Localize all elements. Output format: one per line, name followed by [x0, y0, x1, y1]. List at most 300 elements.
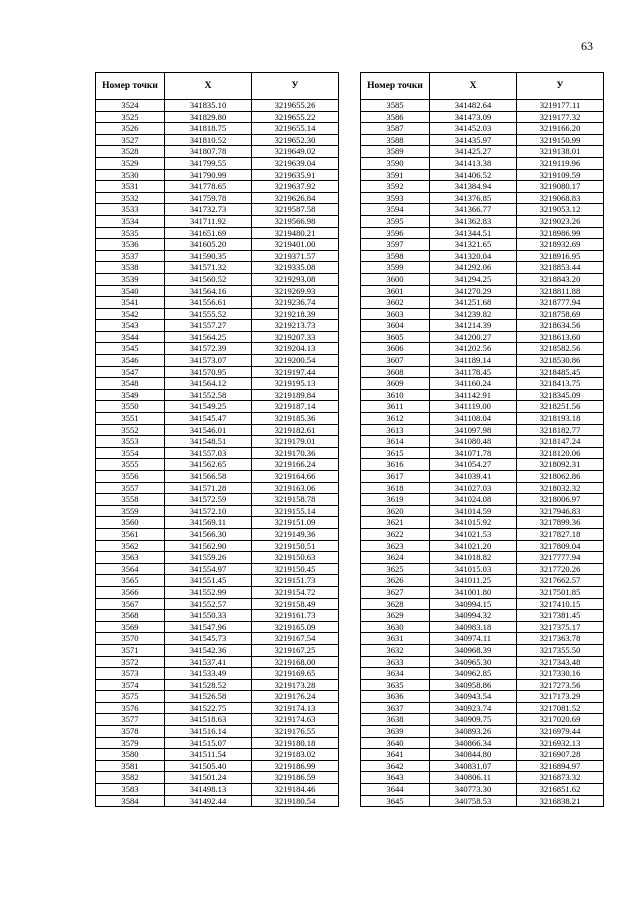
point-number-cell: 3584 [96, 795, 165, 807]
y-coordinate-cell: 3219119.96 [517, 157, 604, 169]
y-coordinate-cell: 3219173.28 [252, 679, 339, 691]
x-coordinate-cell: 341547.96 [165, 621, 252, 633]
y-coordinate-cell: 3218062.86 [517, 471, 604, 483]
table-row [361, 262, 604, 274]
y-coordinate-cell: 3217355.50 [517, 644, 604, 656]
y-coordinate-cell: 3218251.56 [517, 401, 604, 413]
table-row [96, 146, 339, 158]
y-coordinate-cell: 3218147.24 [517, 436, 604, 448]
x-coordinate-cell: 341557.27 [165, 320, 252, 332]
point-number-cell: 3602 [361, 297, 430, 309]
table-row [96, 552, 339, 564]
table-row [96, 215, 339, 227]
table-row [96, 610, 339, 622]
y-coordinate-cell: 3219182.61 [252, 424, 339, 436]
table-row [361, 157, 604, 169]
point-number-cell: 3606 [361, 343, 430, 355]
point-number-cell: 3536 [96, 239, 165, 251]
table-row [96, 227, 339, 239]
coordinates-table-left [95, 72, 339, 807]
y-coordinate-cell: 3219177.11 [517, 100, 604, 112]
point-number-cell: 3544 [96, 331, 165, 343]
table-row [361, 378, 604, 390]
table-row [361, 563, 604, 575]
x-coordinate-cell: 341572.39 [165, 343, 252, 355]
y-coordinate-cell: 3219165.09 [252, 621, 339, 633]
x-coordinate-cell: 341200.27 [430, 331, 517, 343]
y-coordinate-cell: 3219626.84 [252, 192, 339, 204]
table-row [96, 702, 339, 714]
table-row [96, 134, 339, 146]
x-coordinate-cell: 341511.54 [165, 749, 252, 761]
x-coordinate-cell: 341572.10 [165, 505, 252, 517]
x-coordinate-cell: 341564.25 [165, 331, 252, 343]
table-row [361, 760, 604, 772]
table-row [361, 633, 604, 645]
header-x: Х [430, 73, 517, 100]
point-number-cell: 3593 [361, 192, 430, 204]
y-coordinate-cell: 3217809.04 [517, 540, 604, 552]
point-number-cell: 3524 [96, 100, 165, 112]
table-row [361, 795, 604, 807]
x-coordinate-cell: 341522.75 [165, 702, 252, 714]
table-row [361, 146, 604, 158]
point-number-cell: 3619 [361, 494, 430, 506]
x-coordinate-cell: 341778.65 [165, 181, 252, 193]
point-number-cell: 3644 [361, 784, 430, 796]
point-number-cell: 3561 [96, 528, 165, 540]
table-row [361, 169, 604, 181]
point-number-cell: 3615 [361, 447, 430, 459]
point-number-cell: 3600 [361, 273, 430, 285]
y-coordinate-cell: 3219218.39 [252, 308, 339, 320]
x-coordinate-cell: 341557.03 [165, 447, 252, 459]
x-coordinate-cell: 341515.07 [165, 737, 252, 749]
table-row [96, 285, 339, 297]
table-row [96, 621, 339, 633]
table-row [361, 668, 604, 680]
x-coordinate-cell: 341202.56 [430, 343, 517, 355]
x-coordinate-cell: 341651.69 [165, 227, 252, 239]
table-row [361, 366, 604, 378]
table-row [361, 123, 604, 135]
x-coordinate-cell: 341054.27 [430, 459, 517, 471]
table-row [361, 343, 604, 355]
table-row [96, 413, 339, 425]
table-row [361, 227, 604, 239]
y-coordinate-cell: 3218413.75 [517, 378, 604, 390]
table-row [96, 795, 339, 807]
y-coordinate-cell: 3218120.06 [517, 447, 604, 459]
x-coordinate-cell: 341566.58 [165, 471, 252, 483]
y-coordinate-cell: 3219023.26 [517, 215, 604, 227]
table-row [361, 772, 604, 784]
table-row [361, 621, 604, 633]
y-coordinate-cell: 3219177.32 [517, 111, 604, 123]
y-coordinate-cell: 3217777.94 [517, 552, 604, 564]
point-number-cell: 3555 [96, 459, 165, 471]
table-row [96, 668, 339, 680]
x-coordinate-cell: 341566.30 [165, 528, 252, 540]
y-coordinate-cell: 3218485.45 [517, 366, 604, 378]
y-coordinate-cell: 3219053.12 [517, 204, 604, 216]
table-row [361, 331, 604, 343]
x-coordinate-cell: 341189.14 [430, 355, 517, 367]
point-number-cell: 3634 [361, 668, 430, 680]
point-number-cell: 3641 [361, 749, 430, 761]
table-row [96, 679, 339, 691]
point-number-cell: 3620 [361, 505, 430, 517]
x-coordinate-cell: 340844.80 [430, 749, 517, 761]
y-coordinate-cell: 3218530.86 [517, 355, 604, 367]
x-coordinate-cell: 341551.45 [165, 575, 252, 587]
y-coordinate-cell: 3217381.45 [517, 610, 604, 622]
table-row [361, 540, 604, 552]
x-coordinate-cell: 341452.03 [430, 123, 517, 135]
table-row [96, 749, 339, 761]
x-coordinate-cell: 340831.07 [430, 760, 517, 772]
y-coordinate-cell: 3219158.49 [252, 598, 339, 610]
y-coordinate-cell: 3219236.74 [252, 297, 339, 309]
x-coordinate-cell: 341021.53 [430, 528, 517, 540]
point-number-cell: 3637 [361, 702, 430, 714]
x-coordinate-cell: 341533.49 [165, 668, 252, 680]
y-coordinate-cell: 3219167.54 [252, 633, 339, 645]
y-coordinate-cell: 3219587.58 [252, 204, 339, 216]
y-coordinate-cell: 3219138.01 [517, 146, 604, 158]
x-coordinate-cell: 340958.86 [430, 679, 517, 691]
y-coordinate-cell: 3217946.83 [517, 505, 604, 517]
point-number-cell: 3527 [96, 134, 165, 146]
point-number-cell: 3565 [96, 575, 165, 587]
x-coordinate-cell: 341807.78 [165, 146, 252, 158]
table-row [361, 100, 604, 112]
y-coordinate-cell: 3217273.56 [517, 679, 604, 691]
table-row [96, 181, 339, 193]
point-number-cell: 3568 [96, 610, 165, 622]
table-row [361, 494, 604, 506]
table-row [361, 505, 604, 517]
y-coordinate-cell: 3217662.57 [517, 575, 604, 587]
point-number-cell: 3577 [96, 714, 165, 726]
x-coordinate-cell: 341552.99 [165, 586, 252, 598]
y-coordinate-cell: 3219269.93 [252, 285, 339, 297]
point-number-cell: 3541 [96, 297, 165, 309]
x-coordinate-cell: 341799.55 [165, 157, 252, 169]
point-number-cell: 3630 [361, 621, 430, 633]
y-coordinate-cell: 3216894.97 [517, 760, 604, 772]
y-coordinate-cell: 3219204.13 [252, 343, 339, 355]
y-coordinate-cell: 3219167.25 [252, 644, 339, 656]
y-coordinate-cell: 3219166.20 [517, 123, 604, 135]
table-row [361, 610, 604, 622]
x-coordinate-cell: 341732.73 [165, 204, 252, 216]
point-number-cell: 3564 [96, 563, 165, 575]
y-coordinate-cell: 3218006.97 [517, 494, 604, 506]
point-number-cell: 3581 [96, 760, 165, 772]
point-number-cell: 3614 [361, 436, 430, 448]
header-point-number: Номер точки [361, 73, 430, 100]
x-coordinate-cell: 341560.52 [165, 273, 252, 285]
x-coordinate-cell: 341406.52 [430, 169, 517, 181]
y-coordinate-cell: 3219566.98 [252, 215, 339, 227]
y-coordinate-cell: 3217173.29 [517, 691, 604, 703]
point-number-cell: 3563 [96, 552, 165, 564]
table-row [96, 598, 339, 610]
y-coordinate-cell: 3217899.36 [517, 517, 604, 529]
point-number-cell: 3605 [361, 331, 430, 343]
table-row [96, 192, 339, 204]
y-coordinate-cell: 3218777.94 [517, 297, 604, 309]
x-coordinate-cell: 340962.85 [430, 668, 517, 680]
point-number-cell: 3535 [96, 227, 165, 239]
y-coordinate-cell: 3219169.65 [252, 668, 339, 680]
point-number-cell: 3539 [96, 273, 165, 285]
x-coordinate-cell: 341473.09 [430, 111, 517, 123]
point-number-cell: 3592 [361, 181, 430, 193]
x-coordinate-cell: 341516.14 [165, 726, 252, 738]
x-coordinate-cell: 341501.24 [165, 772, 252, 784]
point-number-cell: 3635 [361, 679, 430, 691]
table-row [96, 169, 339, 181]
y-coordinate-cell: 3217827.18 [517, 528, 604, 540]
y-coordinate-cell: 3216873.32 [517, 772, 604, 784]
y-coordinate-cell: 3219158.78 [252, 494, 339, 506]
table-row [361, 389, 604, 401]
x-coordinate-cell: 341239.82 [430, 308, 517, 320]
table-row [361, 134, 604, 146]
x-coordinate-cell: 341552.58 [165, 389, 252, 401]
point-number-cell: 3532 [96, 192, 165, 204]
y-coordinate-cell: 3219186.99 [252, 760, 339, 772]
table-row [361, 517, 604, 529]
y-coordinate-cell: 3217020.69 [517, 714, 604, 726]
x-coordinate-cell: 341014.59 [430, 505, 517, 517]
point-number-cell: 3585 [361, 100, 430, 112]
table-row [96, 633, 339, 645]
point-number-cell: 3643 [361, 772, 430, 784]
x-coordinate-cell: 341556.61 [165, 297, 252, 309]
point-number-cell: 3622 [361, 528, 430, 540]
x-coordinate-cell: 341413.38 [430, 157, 517, 169]
point-number-cell: 3612 [361, 413, 430, 425]
y-coordinate-cell: 3219335.08 [252, 262, 339, 274]
point-number-cell: 3638 [361, 714, 430, 726]
x-coordinate-cell: 341294.25 [430, 273, 517, 285]
x-coordinate-cell: 340994.15 [430, 598, 517, 610]
table-row [96, 575, 339, 587]
x-coordinate-cell: 341810.52 [165, 134, 252, 146]
point-number-cell: 3543 [96, 320, 165, 332]
y-coordinate-cell: 3219186.59 [252, 772, 339, 784]
table-row [96, 726, 339, 738]
point-number-cell: 3529 [96, 157, 165, 169]
y-coordinate-cell: 3219149.36 [252, 528, 339, 540]
x-coordinate-cell: 341366.77 [430, 204, 517, 216]
point-number-cell: 3575 [96, 691, 165, 703]
table-row [361, 308, 604, 320]
table-row [361, 181, 604, 193]
x-coordinate-cell: 341039.41 [430, 471, 517, 483]
table-row [361, 204, 604, 216]
point-number-cell: 3557 [96, 482, 165, 494]
table-row [361, 239, 604, 251]
table-row [96, 505, 339, 517]
x-coordinate-cell: 341573.07 [165, 355, 252, 367]
y-coordinate-cell: 3219639.04 [252, 157, 339, 169]
y-coordinate-cell: 3218843.20 [517, 273, 604, 285]
y-coordinate-cell: 3219649.02 [252, 146, 339, 158]
y-coordinate-cell: 3218932.69 [517, 239, 604, 251]
point-number-cell: 3636 [361, 691, 430, 703]
table-row [96, 586, 339, 598]
x-coordinate-cell: 341550.33 [165, 610, 252, 622]
y-coordinate-cell: 3219109.59 [517, 169, 604, 181]
y-coordinate-cell: 3219213.73 [252, 320, 339, 332]
x-coordinate-cell: 340965.30 [430, 656, 517, 668]
y-coordinate-cell: 3219195.13 [252, 378, 339, 390]
y-coordinate-cell: 3219174.13 [252, 702, 339, 714]
point-number-cell: 3623 [361, 540, 430, 552]
x-coordinate-cell: 341011.25 [430, 575, 517, 587]
table-row [361, 528, 604, 540]
table-row [361, 575, 604, 587]
y-coordinate-cell: 3216979.44 [517, 726, 604, 738]
point-number-cell: 3525 [96, 111, 165, 123]
x-coordinate-cell: 341425.27 [430, 146, 517, 158]
y-coordinate-cell: 3219150.63 [252, 552, 339, 564]
point-number-cell: 3590 [361, 157, 430, 169]
x-coordinate-cell: 341119.00 [430, 401, 517, 413]
point-number-cell: 3587 [361, 123, 430, 135]
y-coordinate-cell: 3219163.06 [252, 482, 339, 494]
x-coordinate-cell: 341605.20 [165, 239, 252, 251]
table-row [361, 424, 604, 436]
x-coordinate-cell: 341292.06 [430, 262, 517, 274]
x-coordinate-cell: 341570.95 [165, 366, 252, 378]
table-row [361, 598, 604, 610]
y-coordinate-cell: 3219293.08 [252, 273, 339, 285]
x-coordinate-cell: 341711.92 [165, 215, 252, 227]
y-coordinate-cell: 3216932.13 [517, 737, 604, 749]
table-row [96, 297, 339, 309]
y-coordinate-cell: 3218345.09 [517, 389, 604, 401]
y-coordinate-cell: 3219168.00 [252, 656, 339, 668]
point-number-cell: 3551 [96, 413, 165, 425]
x-coordinate-cell: 341160.24 [430, 378, 517, 390]
y-coordinate-cell: 3217081.52 [517, 702, 604, 714]
table-row [361, 355, 604, 367]
point-number-cell: 3595 [361, 215, 430, 227]
y-coordinate-cell: 3219154.72 [252, 586, 339, 598]
table-row [96, 308, 339, 320]
table-row [361, 714, 604, 726]
point-number-cell: 3562 [96, 540, 165, 552]
x-coordinate-cell: 341590.35 [165, 250, 252, 262]
point-number-cell: 3531 [96, 181, 165, 193]
point-number-cell: 3597 [361, 239, 430, 251]
y-coordinate-cell: 3219200.54 [252, 355, 339, 367]
table-row [361, 215, 604, 227]
y-coordinate-cell: 3219176.24 [252, 691, 339, 703]
point-number-cell: 3588 [361, 134, 430, 146]
table-row [96, 389, 339, 401]
point-number-cell: 3553 [96, 436, 165, 448]
table-row [96, 262, 339, 274]
y-coordinate-cell: 3219080.17 [517, 181, 604, 193]
table-row [96, 447, 339, 459]
x-coordinate-cell: 341552.57 [165, 598, 252, 610]
x-coordinate-cell: 341835.10 [165, 100, 252, 112]
header-point-number: Номер точки [96, 73, 165, 100]
y-coordinate-cell: 3219150.51 [252, 540, 339, 552]
point-number-cell: 3550 [96, 401, 165, 413]
x-coordinate-cell: 341549.25 [165, 401, 252, 413]
y-coordinate-cell: 3219189.84 [252, 389, 339, 401]
point-number-cell: 3583 [96, 784, 165, 796]
x-coordinate-cell: 341080.48 [430, 436, 517, 448]
table-row [96, 355, 339, 367]
y-coordinate-cell: 3219655.26 [252, 100, 339, 112]
point-number-cell: 3558 [96, 494, 165, 506]
table-row [361, 656, 604, 668]
y-coordinate-cell: 3219183.02 [252, 749, 339, 761]
x-coordinate-cell: 341498.13 [165, 784, 252, 796]
y-coordinate-cell: 3219164.66 [252, 471, 339, 483]
table-row [361, 111, 604, 123]
y-coordinate-cell: 3216838.21 [517, 795, 604, 807]
y-coordinate-cell: 3219150.99 [517, 134, 604, 146]
table-header-row [361, 73, 604, 100]
x-coordinate-cell: 341027.03 [430, 482, 517, 494]
point-number-cell: 3572 [96, 656, 165, 668]
point-number-cell: 3578 [96, 726, 165, 738]
page-number: 63 [581, 39, 593, 53]
x-coordinate-cell: 341559.26 [165, 552, 252, 564]
point-number-cell: 3627 [361, 586, 430, 598]
point-number-cell: 3616 [361, 459, 430, 471]
y-coordinate-cell: 3217501.85 [517, 586, 604, 598]
table-row [361, 297, 604, 309]
x-coordinate-cell: 340974.11 [430, 633, 517, 645]
x-coordinate-cell: 341142.91 [430, 389, 517, 401]
x-coordinate-cell: 341482.64 [430, 100, 517, 112]
table-row [361, 436, 604, 448]
table-row [96, 401, 339, 413]
point-number-cell: 3617 [361, 471, 430, 483]
y-coordinate-cell: 3218193.18 [517, 413, 604, 425]
y-coordinate-cell: 3217330.16 [517, 668, 604, 680]
point-number-cell: 3639 [361, 726, 430, 738]
point-number-cell: 3629 [361, 610, 430, 622]
x-coordinate-cell: 341518.63 [165, 714, 252, 726]
x-coordinate-cell: 341321.65 [430, 239, 517, 251]
x-coordinate-cell: 341097.98 [430, 424, 517, 436]
x-coordinate-cell: 341526.58 [165, 691, 252, 703]
point-number-cell: 3613 [361, 424, 430, 436]
point-number-cell: 3579 [96, 737, 165, 749]
y-coordinate-cell: 3219401.00 [252, 239, 339, 251]
table-row [96, 656, 339, 668]
table-row [361, 459, 604, 471]
x-coordinate-cell: 341015.03 [430, 563, 517, 575]
point-number-cell: 3601 [361, 285, 430, 297]
x-coordinate-cell: 340893.26 [430, 726, 517, 738]
x-coordinate-cell: 341528.52 [165, 679, 252, 691]
x-coordinate-cell: 341015.92 [430, 517, 517, 529]
y-coordinate-cell: 3218613.60 [517, 331, 604, 343]
y-coordinate-cell: 3219155.14 [252, 505, 339, 517]
